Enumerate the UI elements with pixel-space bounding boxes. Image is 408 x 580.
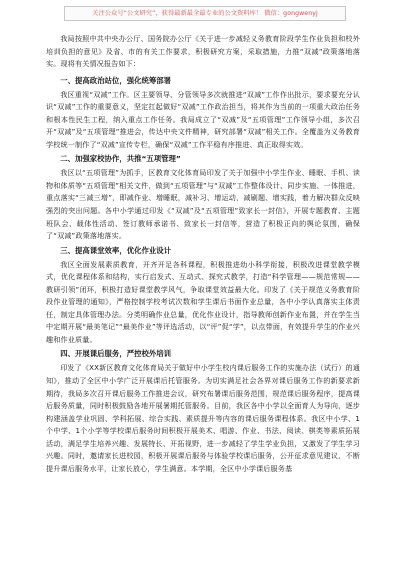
section-2-paragraph: 我区以“五项管理”为抓手，区教育文化体育局印发了关于加强中小学生作业、睡眠、手机、读物和体质等“五项管理”相关文件，做到“五项管理”与“双减”工作整体设计、同步实施、一体推进，重点落实“三减三增”，即减作业、增睡眠，减补习、增运动，减刷题、增实践，着力解决群众反映强烈的突出问题。各中小学通过印发《“双减”及“五项管理”致家长一封信》，开展专题教育、主题班队会、载体性活动、签订教师承诺书、致家长一封信等，营造了积极正向的舆论氛围，确保了“双减”政策落地落实。 xyxy=(46,168,360,241)
section-4-paragraph: 印发了《XX新区教育文化体育局关于做好中小学生校内课后服务工作的实施办法（试行）的通知》，推动了全区中小学广泛开展课后托管服务。为切实满足社会各界对课后服务工作的新要求新期待，我局多次召开课后服务工作推进会议，研究布署课后服务范围，规范课后服务程序，提高课后服务质量，同时积极鼓励各地开展暑期托管服务。目前，我区各中小学以全面育人为导向，逐步构建涵盖学业巩固、学科拓展、综合实践、素质提升等内容的课后服务课程体系。我区中小学、1个中学、1个小学等学校课后服务时间积极开展美术、唱游、作业、书法、阅读、棋类等素质拓展活动，满足学生培养兴趣、发展特长、开拓视野，进一步减轻了学生学业负担，又激发了学生学习兴趣。同时，邀请家长进校园，积极开展课后服务与体验学校课后服务，公开征求意见建议，不断提升课后服务水平，让家长放心，学生满意。本学期，全区中小学课后服务基 xyxy=(46,363,360,473)
section-1-heading: 一、提高政治站位，强化统筹部署 xyxy=(60,75,172,85)
document-body xyxy=(46,33,360,475)
section-2-heading: 二、加强家校协作，共推“五项管理” xyxy=(60,154,181,164)
section-3-paragraph: 我区全面发展素质教育，开齐开足各科课程，积极推进幼小科学衔接，积极改进课堂教学模式，优化课程体系和结构，实行启发式、互动式、探究式教学，打造“科学管理——规范常规——教研引领”闭环，积极打造好课堂教学风气，争取课堂效益最大化。印发了《关于规范义务教育阶段作业管理的通知》，严格控制学校考试次数和学生课后书面作业总量，各中小学认真落实主体责任，制定具体管理办法。分类明确作业总量，优化作业设计，指导教师创新作业布置，并在学生当中定期开展“最美笔记”“最美作业”等评选活动，以“评”促“学”，以点带面，有效提升学生的作业兴趣和作业质量。 xyxy=(46,259,360,344)
header-banner-area xyxy=(0,6,408,20)
promo-banner: 关注公众号“公文研究”，获得最新最全最专业的公文资料库！ 微信：gongwenyj xyxy=(64,6,346,21)
section-1-paragraph: 我区重视“双减”工作。区主要领导、分管领导多次就推进“双减”工作作出批示，要求要充分认识“双减”工作的重要意义，坚定扛起做好“双减”工作政治担当，将其作为当前的一项重大政治任务和根本性民生工程，纳入重点工作任务。我局成立了“双减”及“五项管理”工作领导小组，多次召开“双减”及“五项管理”推进会，传达中央文件精神，研究部署“双减”相关工作。全覆盖为义务教育学校统一制作了“双减”宣传专栏，确保“双减”工作平稳有序推进、真正取得实效。 xyxy=(46,89,360,149)
section-3-heading: 三、提高课堂效率，优化作业设计 xyxy=(60,245,172,255)
section-4-heading: 四、开展课后服务，严控校外培训 xyxy=(60,349,172,359)
intro-paragraph: 我局按照中共中央办公厅、国务院办公厅《关于进一步减轻义务教育阶段学生作业负担和校外培训负担的意见》及省、市的有关工作要求，积极研究方案，采取措施，力推“双减”政策落地落实。现将有关情况报告如下： xyxy=(46,34,360,69)
